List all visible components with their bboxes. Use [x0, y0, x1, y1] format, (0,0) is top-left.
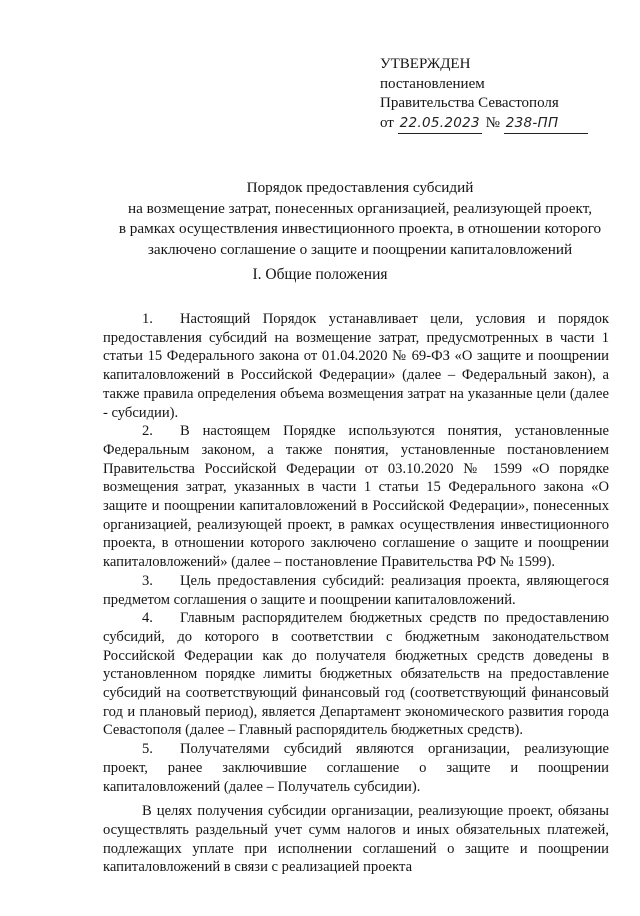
paragraph-text: В целях получения субсидии организации, реализующие проект, обязаны осуществлять раздельный учет сумм налогов и иных обязательных платежей, подлежащих уплате при исполнении соглашений о защите и поощрении капиталовложений в связи с реализацией проекта: [103, 803, 609, 876]
paragraph-text: Цель предоставления субсидий: реализация проекта, являющегося предметом соглашения о защите и поощрении капиталовложений.: [103, 572, 609, 608]
handwritten-number: 238-ПП: [505, 114, 559, 131]
paragraph-text: Получателями субсидий являются организации, реализующие проект, ранее заключившие соглашение о защите и поощрении капиталовложений (далее – Получатель субсидии).: [103, 741, 609, 795]
section-heading: I. Общие положения: [252, 266, 388, 283]
title-line-4: заключено соглашение о защите и поощрении капиталовложений: [147, 240, 573, 258]
approval-date-line: [380, 114, 610, 135]
title-line-1: Порядок предоставления субсидий: [246, 179, 474, 196]
title-line-3: в рамках осуществления инвестиционного проекта, в отношении которого: [118, 220, 602, 237]
paragraph-6: [103, 802, 609, 877]
paragraph-number: 5.: [142, 741, 153, 758]
paragraph-number: 3.: [142, 572, 153, 589]
date-field: [398, 114, 482, 135]
paragraph-text: Настоящий Порядок устанавливает цели, условия и порядок предоставления субсидий на возмещение затрат, предусмотренных в части 1 статьи 15 Федерального закона от 01.04.2020 № 69-ФЗ «О защите и поощрении капиталовложений в Российской Федерации» (далее – Федеральный закон), а также правила определения объема возмещения затрат на указанные цели (далее - субсидии).: [103, 311, 609, 421]
approval-stamp: [380, 55, 610, 134]
paragraph-number: 2.: [142, 423, 153, 440]
paragraph-number: 1.: [142, 311, 153, 327]
approval-line-2: Правительства Севастополя: [380, 95, 559, 112]
paragraph-5: [103, 740, 609, 796]
approval-line-1: постановлением: [380, 75, 485, 92]
number-sign: №: [485, 114, 500, 131]
document-title: [100, 178, 620, 260]
approval-heading: УТВЕРЖДЕН: [380, 56, 471, 72]
handwritten-date: 22.05.2023: [399, 114, 480, 131]
date-prefix: от: [380, 114, 394, 131]
paragraph-4: [103, 609, 609, 740]
paragraph-1: [103, 310, 609, 422]
paragraph-number: 4.: [142, 610, 153, 627]
title-line-2: на возмещение затрат, понесенных организацией, реализующей проект,: [127, 199, 593, 217]
paragraph-2: [103, 422, 609, 572]
document-body: [103, 310, 609, 877]
number-field: [504, 114, 588, 135]
paragraph-3: [103, 572, 609, 609]
paragraph-text: Главным распорядителем бюджетных средств по предоставлению субсидий, до которого в соответствии с бюджетным законодательством Российской Федерации как до получателя бюджетных средств доведены в установленном порядке лимиты бюджетных обязательств на предоставление субсидий на соответствующий финансовый год (соответствующий финансовый год и плановый период), является Департамент экономического развития города Севастополя (далее – Главный распорядитель бюджетных средств).: [103, 610, 609, 739]
paragraph-text: В настоящем Порядке используются понятия, установленные Федеральным законом, а также понятия, установленные постановлением Правительства Российской Федерации от 03.10.2020 № 1599 «О порядке возмещения затрат, указанных в части 1 статьи 15 Федерального закона «О защите и поощрении капиталовложений в Российской Федерации», понесенных организацией, реализующей проект, в рамках осуществления инвестиционного проекта, в отношении которого заключено соглашение о защите и поощрении капиталовложений» (далее – постановление Правительства РФ № 1599).: [103, 423, 609, 571]
